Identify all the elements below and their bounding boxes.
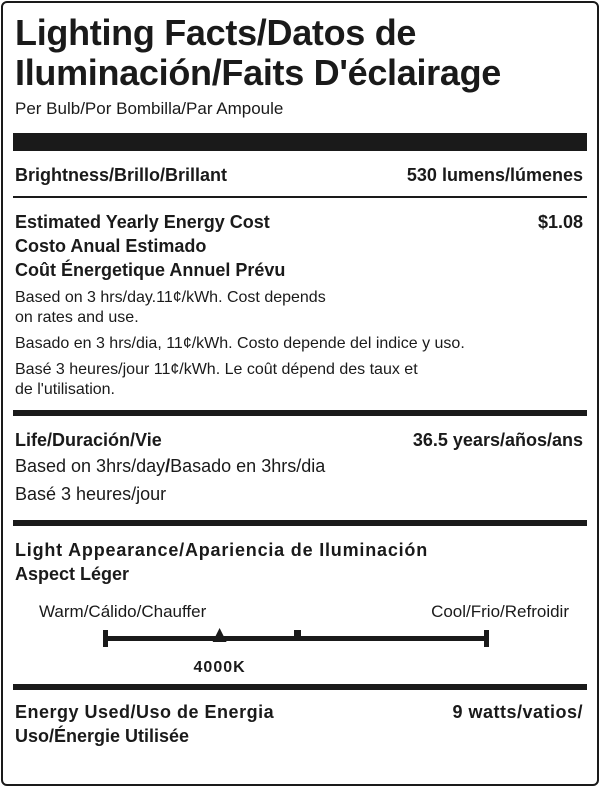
label-title [15, 3, 583, 93]
cool-label: Cool/Frio/Refroidir [431, 602, 569, 621]
energy-cost-label-en: Estimated Yearly Energy Cost [15, 212, 270, 232]
note-fr-line-2: de l'utilisation. [15, 381, 115, 398]
energy-cost-note-fr [15, 360, 583, 400]
energy-cost-row [15, 210, 583, 234]
life-value: 36.5 years/años/ans [412, 430, 583, 450]
brightness-row [15, 163, 583, 187]
divider-thick [13, 410, 587, 416]
life-note-fr: Basé 3 heures/jour [15, 484, 167, 504]
scale-tick-right [484, 630, 489, 647]
brightness-value: 530 lumens/lúmenes [406, 165, 583, 185]
scale-tick-left [103, 630, 108, 647]
scale-marker-label: 4000K [193, 659, 246, 676]
energy-cost-value: $1.08 [537, 212, 583, 232]
energy-used-row [15, 700, 583, 724]
scale-tick-middle [294, 630, 301, 639]
title-line-1: Lighting Facts/Datos de [15, 12, 417, 53]
energy-cost-label-fr: Coût Énergetique Annuel Prévu [15, 260, 286, 280]
divider-thick [13, 520, 587, 526]
note-fr-line-1: Basé 3 heures/jour 11¢/kWh. Le coût dépend des taux et [15, 361, 418, 378]
color-temperature-scale [15, 622, 583, 680]
life-note-separator: / [165, 456, 171, 476]
title-line-2: Iluminación/Faits D'éclairage [15, 52, 502, 93]
energy-used-label-1: Energy Used/Uso de Energia [15, 702, 275, 722]
energy-cost-note-en [15, 288, 583, 328]
energy-used-value: 9 watts/vatios/ [452, 702, 583, 722]
brightness-label: Brightness/Brillo/Brillant [15, 165, 228, 185]
life-row [15, 428, 583, 452]
appearance-scale-labels [15, 602, 583, 622]
energy-used-label-2: Uso/Énergie Utilisée [15, 726, 190, 746]
label-subtitle: Per Bulb/Por Bombilla/Par Ampoule [15, 99, 284, 118]
divider [13, 196, 587, 198]
appearance-label-2: Aspect Léger [15, 564, 130, 584]
note-en-line-2: on rates and use. [15, 309, 139, 326]
appearance-label-1: Light Appearance/Apariencia de Iluminación [15, 540, 429, 560]
life-note-en: Based on 3hrs/day [15, 456, 166, 476]
life-note-es: Basado en 3hrs/dia [170, 456, 326, 476]
warm-label: Warm/Cálido/Chauffer [39, 602, 207, 621]
scale-marker-triangle [213, 628, 227, 642]
header-bar [13, 133, 587, 151]
life-note-1 [15, 452, 583, 480]
note-en-line-1: Based on 3 hrs/day.11¢/kWh. Cost depends [15, 289, 326, 306]
energy-cost-label-es: Costo Anual Estimado [15, 236, 207, 256]
life-label: Life/Duración/Vie [15, 430, 162, 450]
divider-thick [13, 684, 587, 690]
scale-graphic [15, 622, 587, 680]
energy-cost-note-es: Basado en 3 hrs/dia, 11¢/kWh. Costo depende del indice y uso. [15, 335, 465, 352]
lighting-facts-label [1, 1, 599, 786]
